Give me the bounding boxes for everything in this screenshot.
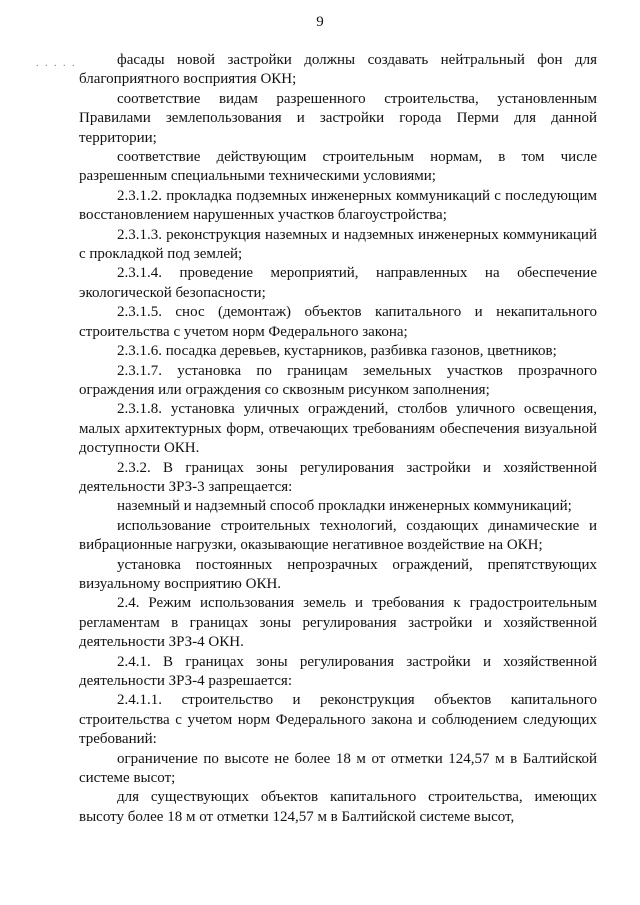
paragraph: наземный и надземный способ прокладки инженерных коммуникаций; bbox=[117, 498, 572, 515]
paragraph: 2.4. Режим использования земель и требования к градостроительным регламентам в границах зоны регулирования застройки и хозяйственной деятельности ЗРЗ-4 ОКН. bbox=[79, 595, 597, 651]
paragraph: 2.3.1.4. проведение мероприятий, направленных на обеспечение экологической безопасности; bbox=[79, 265, 597, 301]
paragraph: использование строительных технологий, создающих динамические и вибрационные нагрузки, оказывающие негативное воздействие на ОКН; bbox=[79, 517, 597, 554]
paragraph: 2.3.1.8. установка уличных ограждений, столбов уличного освещения, малых архитектурных форм, отвечающих требованиям обеспечения визуальной доступности ОКН. bbox=[79, 401, 597, 457]
paragraph: 2.4.1. В границах зоны регулирования застройки и хозяйственной деятельности ЗРЗ-4 разрешается: bbox=[79, 653, 597, 689]
paragraph: соответствие действующим строительным нормам, в том числе разрешенным специальными техническими условиями; bbox=[79, 149, 597, 185]
paragraph: 2.3.1.7. установка по границам земельных участков прозрачного ограждения или ограждения со сквозным рисунком заполнения; bbox=[79, 362, 597, 398]
paragraph: 2.3.1.2. прокладка подземных инженерных коммуникаций с последующим восстановлением нарушенных участков благоустройства; bbox=[79, 187, 597, 224]
paragraph: установка постоянных непрозрачных ограждений, препятствующих визуальному восприятию ОКН. bbox=[79, 556, 597, 592]
margin-dots: . . . . . bbox=[36, 58, 77, 69]
paragraph: для существующих объектов капитального строительства, имеющих высоту более 18 м от отметки 124,57 м в Балтийской системе высот, bbox=[79, 789, 597, 825]
paragraph: 2.3.1.3. реконструкция наземных и надземных инженерных коммуникаций с прокладкой под землей; bbox=[79, 226, 597, 263]
page-number: 9 bbox=[316, 14, 324, 30]
paragraph: 2.3.1.5. снос (демонтаж) объектов капитального и некапитального строительства с учетом норм Федерального закона; bbox=[79, 304, 597, 340]
paragraph: фасады новой застройки должны создавать нейтральный фон для благоприятного восприятия ОКН; bbox=[79, 52, 597, 88]
paragraph: соответствие видам разрешенного строительства, установленным Правилами землепользования и застройки города Перми для данной территории; bbox=[79, 90, 597, 146]
paragraph: 2.3.1.6. посадка деревьев, кустарников, разбивка газонов, цветников; bbox=[117, 343, 557, 360]
document-body bbox=[79, 51, 597, 827]
paragraph: 2.4.1.1. строительство и реконструкция объектов капитального строительства с учетом норм Федерального закона и соблюдением следующих требований: bbox=[79, 692, 597, 748]
paragraph: ограничение по высоте не более 18 м от отметки 124,57 м в Балтийской системе высот; bbox=[79, 750, 597, 787]
paragraph: 2.3.2. В границах зоны регулирования застройки и хозяйственной деятельности ЗРЗ-3 запрещается: bbox=[79, 459, 597, 495]
